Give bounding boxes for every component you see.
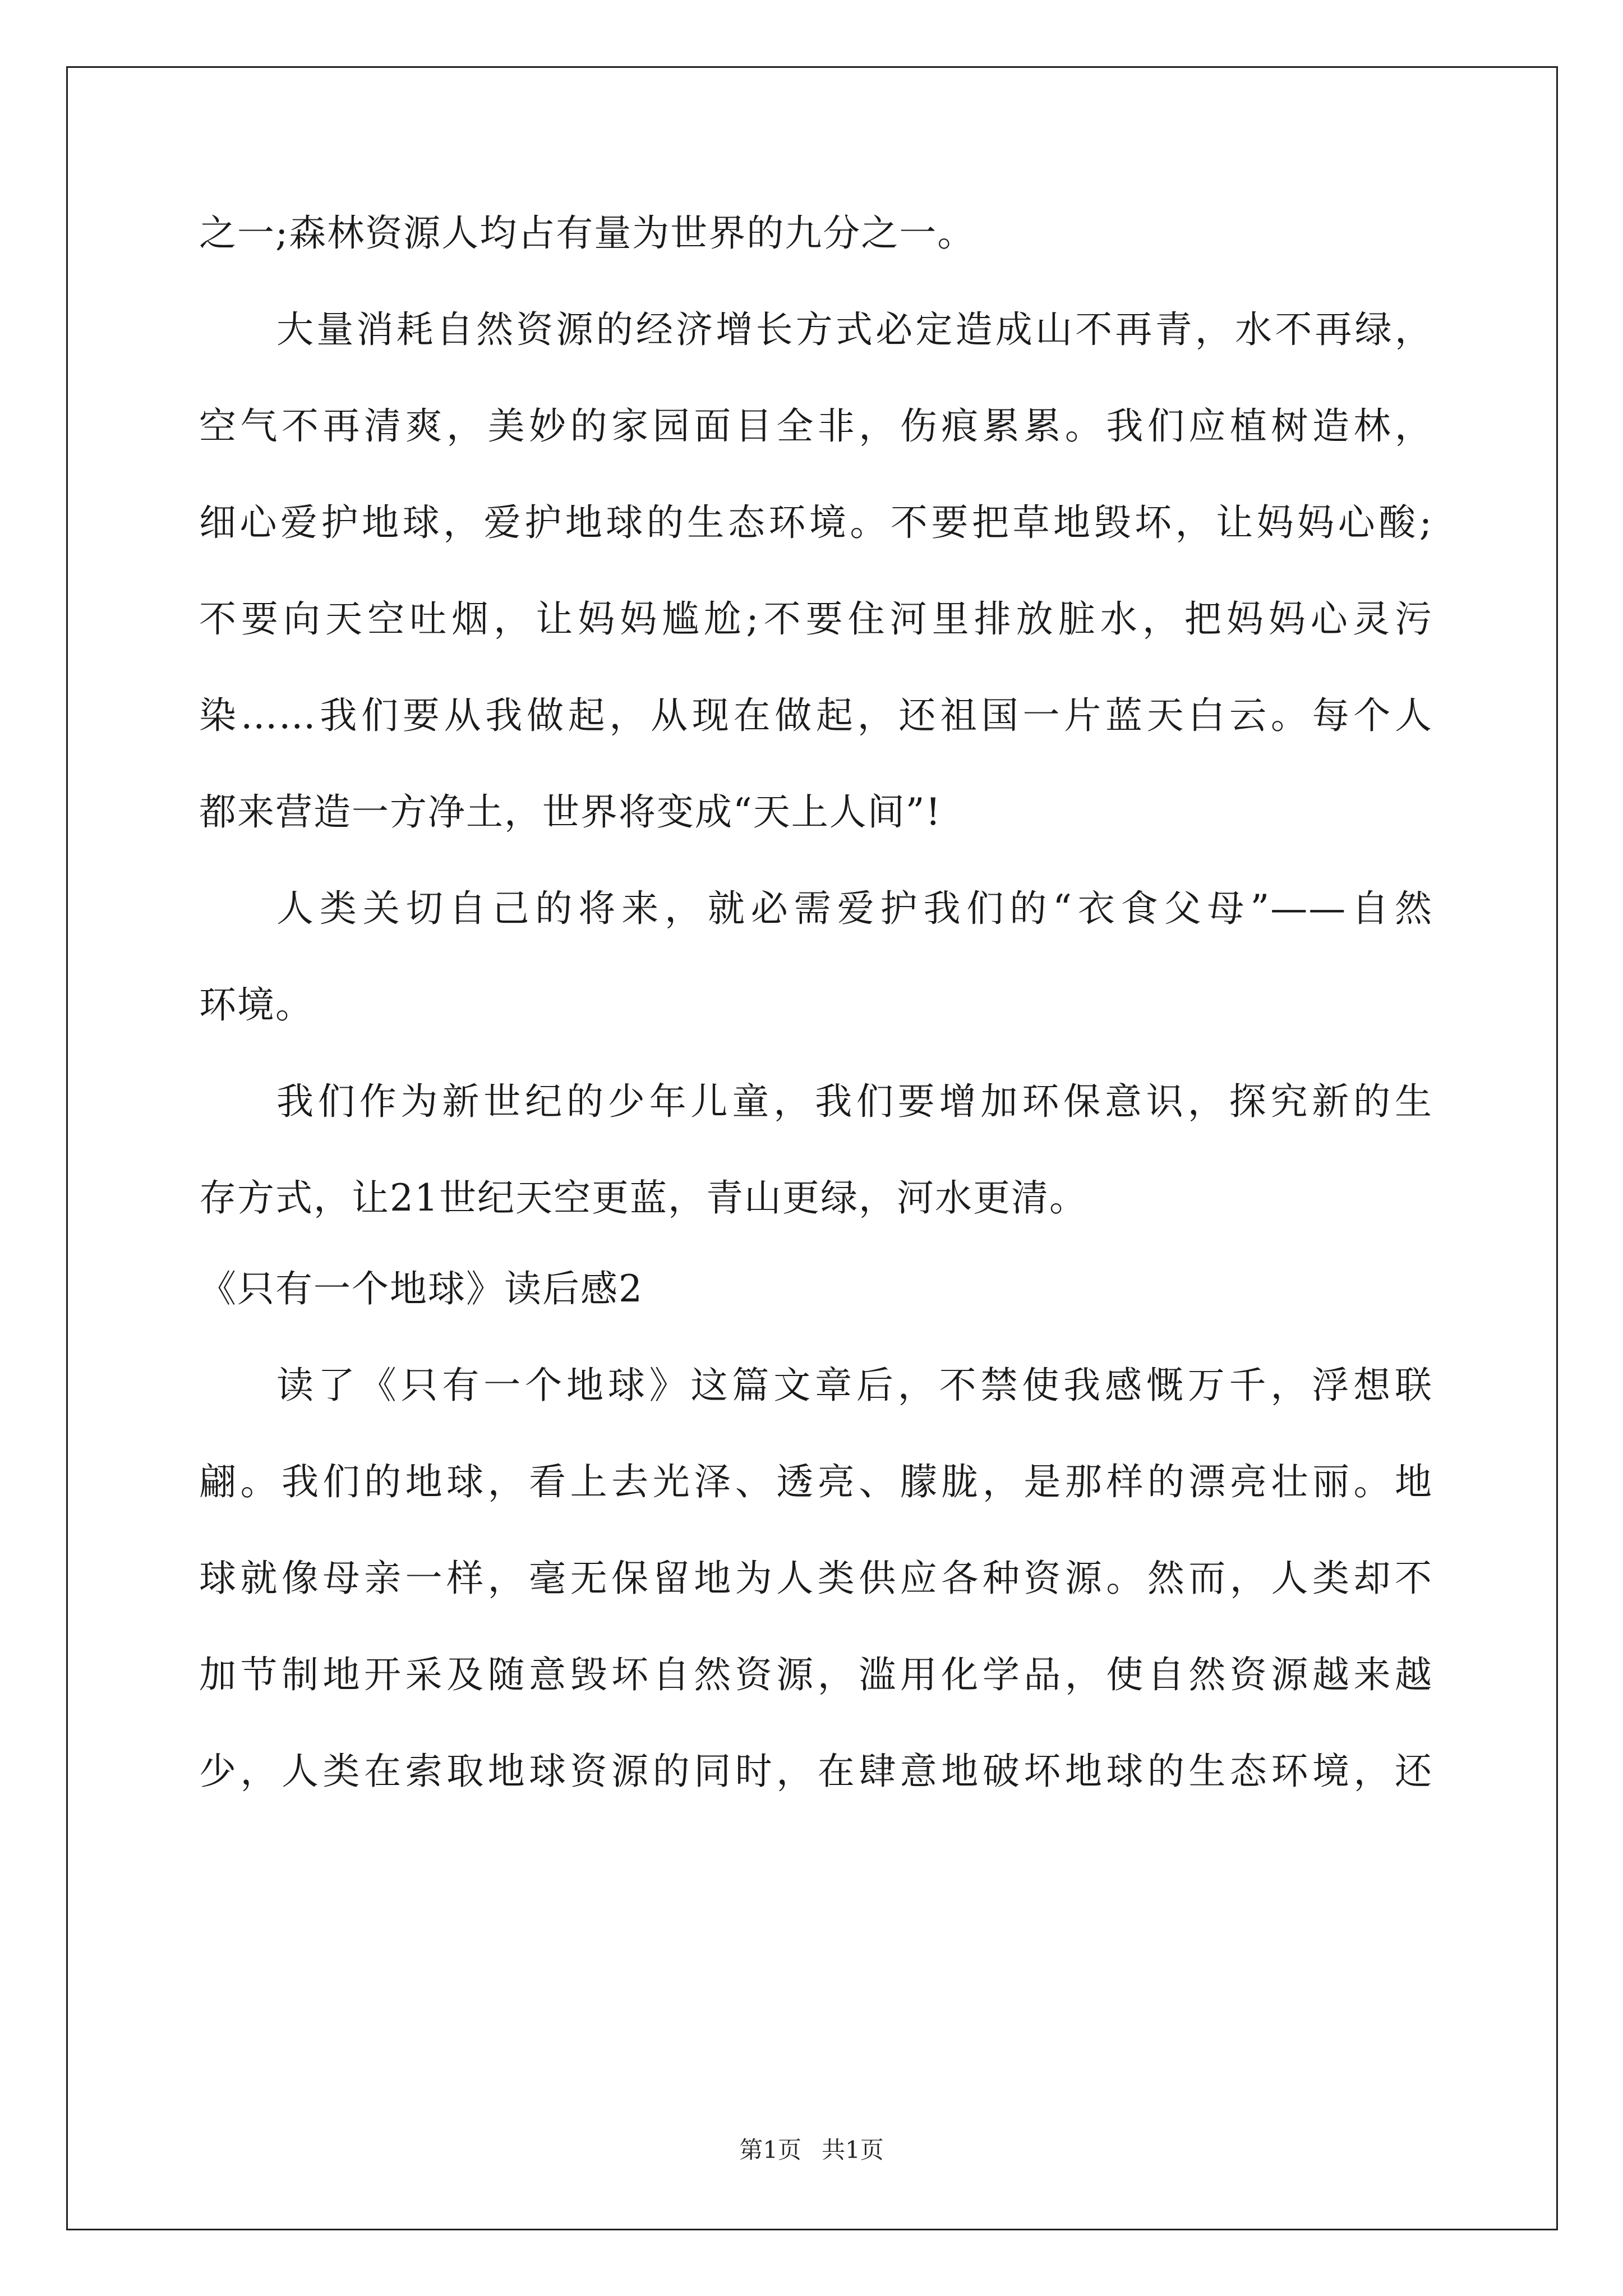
text-line: 球就像母亲一样，毫无保留地为人类供应各种资源。然而，人类却不 (199, 1557, 1433, 1600)
page-total: 共1页 (822, 2136, 884, 2164)
document-body (199, 185, 1433, 1820)
text-line: 不要向天空吐烟，让妈妈尴尬;不要住河里排放脏水，把妈妈心灵污 (199, 597, 1433, 641)
text-line: 染……我们要从我做起，从现在做起，还祖国一片蓝天白云。每个人 (199, 694, 1433, 737)
text-line: 少，人类在索取地球资源的同时，在肆意地破坏地球的生态环境，还 (199, 1750, 1433, 1793)
text-line: 环境。 (199, 983, 313, 1027)
page-footer (0, 2132, 1623, 2165)
text-line: 之一;森林资源人均占有量为世界的九分之一。 (199, 211, 976, 255)
text-line: 细心爱护地球，爱护地球的生态环境。不要把草地毁坏，让妈妈心酸; (199, 501, 1433, 544)
text-line: 翩。我们的地球，看上去光泽、透亮、朦胧，是那样的漂亮壮丽。地 (199, 1460, 1433, 1503)
text-line: 我们作为新世纪的少年儿童，我们要增加环保意识，探究新的生 (276, 1080, 1433, 1123)
text-line: 空气不再清爽，美妙的家园面目全非，伤痕累累。我们应植树造林， (199, 404, 1433, 448)
text-line: 都来营造一方净土，世界将变成“天上人间”! (199, 790, 942, 834)
text-line: 读了《只有一个地球》这篇文章后，不禁使我感慨万千，浮想联 (276, 1364, 1433, 1407)
text-line: 人类关切自己的将来，就必需爱护我们的“衣食父母”——自然 (276, 887, 1433, 930)
text-line: 加节制地开采及随意毁坏自然资源，滥用化学品，使自然资源越来越 (199, 1653, 1433, 1696)
section-heading: 《只有一个地球》读后感2 (199, 1267, 643, 1310)
text-line: 大量消耗自然资源的经济增长方式必定造成山不再青，水不再绿， (276, 308, 1433, 351)
text-line: 存方式，让21世纪天空更蓝，青山更绿，河水更清。 (199, 1176, 1087, 1220)
page-number: 第1页 (739, 2136, 801, 2164)
